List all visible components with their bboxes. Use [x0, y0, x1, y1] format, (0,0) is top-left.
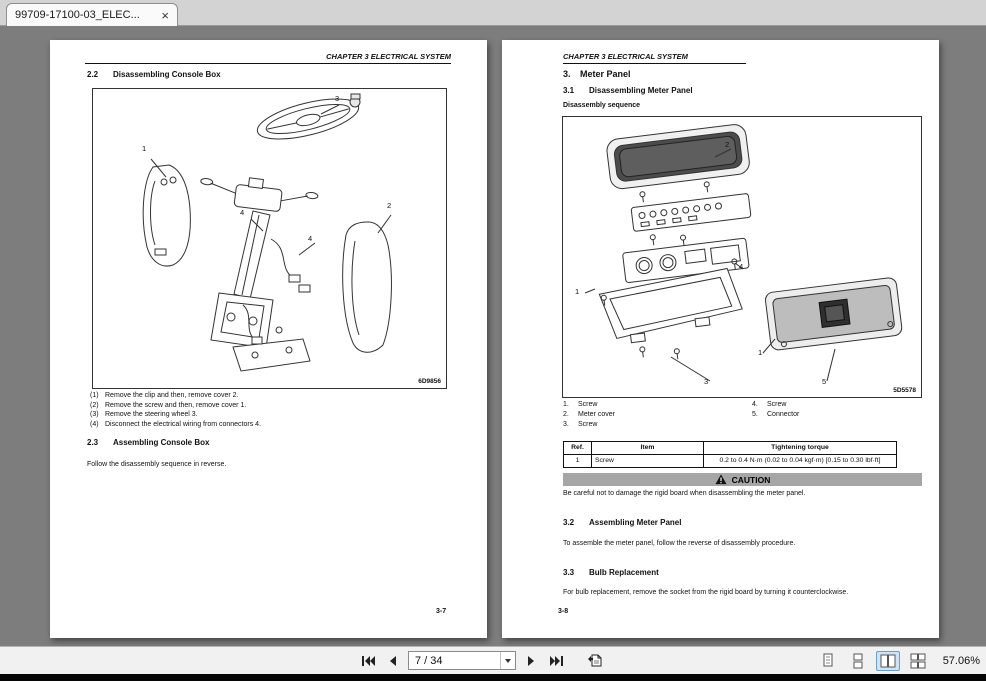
figure-callout: 1 — [758, 348, 763, 357]
tab-bar — [0, 0, 986, 26]
part-name: Meter cover — [578, 410, 615, 418]
part-number: 2. — [563, 410, 569, 418]
table-row — [564, 455, 897, 468]
section-title: Bulb Replacement — [589, 568, 659, 577]
step-item — [90, 411, 435, 418]
section-3-3-heading — [563, 568, 659, 577]
facing-pages-icon — [880, 654, 896, 668]
bottom-black-bar — [0, 674, 986, 681]
continuous-pages-icon — [852, 653, 864, 669]
part-name: Screw — [767, 401, 787, 408]
part-number: 1. — [563, 401, 569, 408]
part-number: 5. — [752, 410, 758, 418]
figure-callout: 1 — [575, 287, 580, 296]
facing-pages-view-button[interactable] — [876, 651, 900, 671]
section-2-3-body: Follow the disassembly sequence in reverse. — [87, 461, 227, 468]
step-text: Remove the screw and then, remove cover 1. — [105, 401, 247, 409]
section-number: 2.3 — [87, 438, 99, 447]
part-item — [563, 421, 743, 428]
col-header-item: Item — [592, 442, 704, 455]
disassembly-steps — [90, 392, 435, 430]
torque-table — [563, 441, 897, 468]
tab-close-icon[interactable]: × — [161, 7, 169, 23]
chapter-header: CHAPTER 3 ELECTRICAL SYSTEM — [85, 52, 451, 64]
page-with-arrow-icon — [587, 653, 602, 668]
section-number: 3.1 — [563, 86, 575, 95]
first-page-button[interactable] — [358, 651, 378, 671]
figure-callout: 1 — [142, 144, 147, 153]
section-number: 3. — [563, 69, 571, 79]
page-number: 3-7 — [436, 608, 447, 615]
previous-view-button[interactable] — [584, 651, 604, 671]
part-name: Screw — [578, 401, 598, 408]
section-3-3-body: For bulb replacement, remove the socket from the rigid board by turning it counterclockwise. — [563, 589, 849, 596]
step-number: (1) — [90, 392, 99, 399]
figure-callout: 2 — [387, 201, 392, 210]
part-item — [563, 401, 743, 408]
part-number: 4. — [752, 401, 758, 408]
section-3-heading — [563, 69, 631, 79]
console-box-exploded-diagram — [93, 89, 448, 390]
section-title: Disassembling Console Box — [113, 70, 221, 79]
view-mode-group — [816, 647, 982, 674]
document-area[interactable] — [0, 26, 986, 646]
figure-code: 6D9856 — [418, 378, 441, 385]
section-number: 3.2 — [563, 518, 575, 527]
figure-code: 5D5578 — [893, 387, 916, 394]
parts-list-right-column — [752, 401, 902, 421]
chapter-header: CHAPTER 3 ELECTRICAL SYSTEM — [563, 52, 746, 64]
step-number: (4) — [90, 420, 99, 428]
step-text: Remove the clip and then, remove cover 2. — [105, 392, 239, 399]
cell-torque: 0.2 to 0.4 N·m (0.02 to 0.04 kgf·m) [0.15 to 0.30 lbf·ft] — [704, 455, 897, 468]
tab-title: 99709-17100-03_ELEC... — [15, 9, 140, 21]
parts-list-left-column — [563, 401, 743, 430]
first-page-icon — [361, 655, 376, 667]
figure-callout: 5 — [822, 377, 827, 386]
next-page-button[interactable] — [521, 651, 541, 671]
section-2-3-heading — [87, 438, 209, 447]
chevron-down-icon — [505, 659, 511, 663]
meter-panel-figure — [562, 116, 922, 398]
document-tab[interactable] — [6, 3, 178, 26]
continuous-facing-icon — [910, 653, 926, 669]
console-box-figure — [92, 88, 447, 389]
section-title: Assembling Console Box — [113, 438, 210, 447]
manual-page-left — [50, 40, 487, 638]
section-title: Assembling Meter Panel — [589, 518, 682, 527]
part-name: Connector — [767, 410, 800, 418]
previous-page-icon — [388, 655, 398, 667]
manual-page-right — [502, 40, 939, 638]
col-header-ref: Ref. — [564, 442, 592, 455]
part-item — [563, 411, 743, 418]
combo-dropdown-button[interactable] — [500, 652, 515, 669]
section-number: 2.2 — [87, 70, 99, 79]
figure-callout: 3 — [335, 94, 340, 103]
step-number: (3) — [90, 411, 99, 418]
figure-callout: 2 — [725, 140, 730, 149]
last-page-icon — [549, 655, 564, 667]
step-number: (2) — [90, 401, 99, 409]
step-item — [90, 421, 435, 428]
sequence-label: Disassembly sequence — [563, 102, 641, 109]
caution-banner — [563, 473, 922, 486]
caution-text: Be careful not to damage the rigid board when disassembling the meter panel. — [563, 490, 806, 497]
section-3-2-body: To assemble the meter panel, follow the reverse of disassembly procedure. — [563, 540, 796, 547]
continuous-facing-view-button[interactable] — [906, 651, 930, 671]
step-text: Disconnect the electrical wiring from connectors 4. — [105, 420, 262, 428]
previous-page-button[interactable] — [383, 651, 403, 671]
zoom-level: 57.06% — [942, 654, 980, 667]
page-number-combobox[interactable] — [408, 651, 516, 670]
part-item — [752, 411, 902, 418]
table-header-row — [564, 442, 897, 455]
cell-item: Screw — [592, 455, 704, 468]
next-page-icon — [526, 655, 536, 667]
page-number-value: 7 / 34 — [415, 654, 443, 667]
section-number: 3.3 — [563, 568, 575, 577]
single-page-icon — [822, 653, 834, 668]
figure-callout: 4 — [240, 208, 245, 217]
bottom-toolbar — [0, 646, 986, 674]
section-title: Meter Panel — [580, 69, 631, 79]
figure-callout: 3 — [704, 377, 709, 386]
section-3-1-heading — [563, 86, 693, 95]
section-3-2-heading — [563, 518, 681, 527]
col-header-torque: Tightening torque — [704, 442, 897, 455]
meter-panel-exploded-diagram — [563, 117, 923, 399]
step-item — [90, 402, 435, 409]
page-number: 3-8 — [558, 608, 569, 615]
part-item — [752, 401, 902, 408]
figure-callout: 4 — [308, 234, 313, 243]
step-item — [90, 392, 435, 399]
section-title: Disassembling Meter Panel — [589, 86, 693, 95]
continuous-view-button[interactable] — [846, 651, 870, 671]
warning-icon — [715, 474, 727, 485]
cell-ref: 1 — [564, 455, 592, 468]
page-navigation-group — [358, 647, 604, 674]
single-page-view-button[interactable] — [816, 651, 840, 671]
part-number: 3. — [563, 420, 569, 428]
caution-label: CAUTION — [731, 474, 771, 485]
figure-callout: 4 — [739, 262, 744, 271]
last-page-button[interactable] — [546, 651, 566, 671]
part-name: Screw — [578, 420, 598, 428]
section-2-2-heading — [87, 70, 221, 79]
step-text: Remove the steering wheel 3. — [105, 411, 198, 418]
